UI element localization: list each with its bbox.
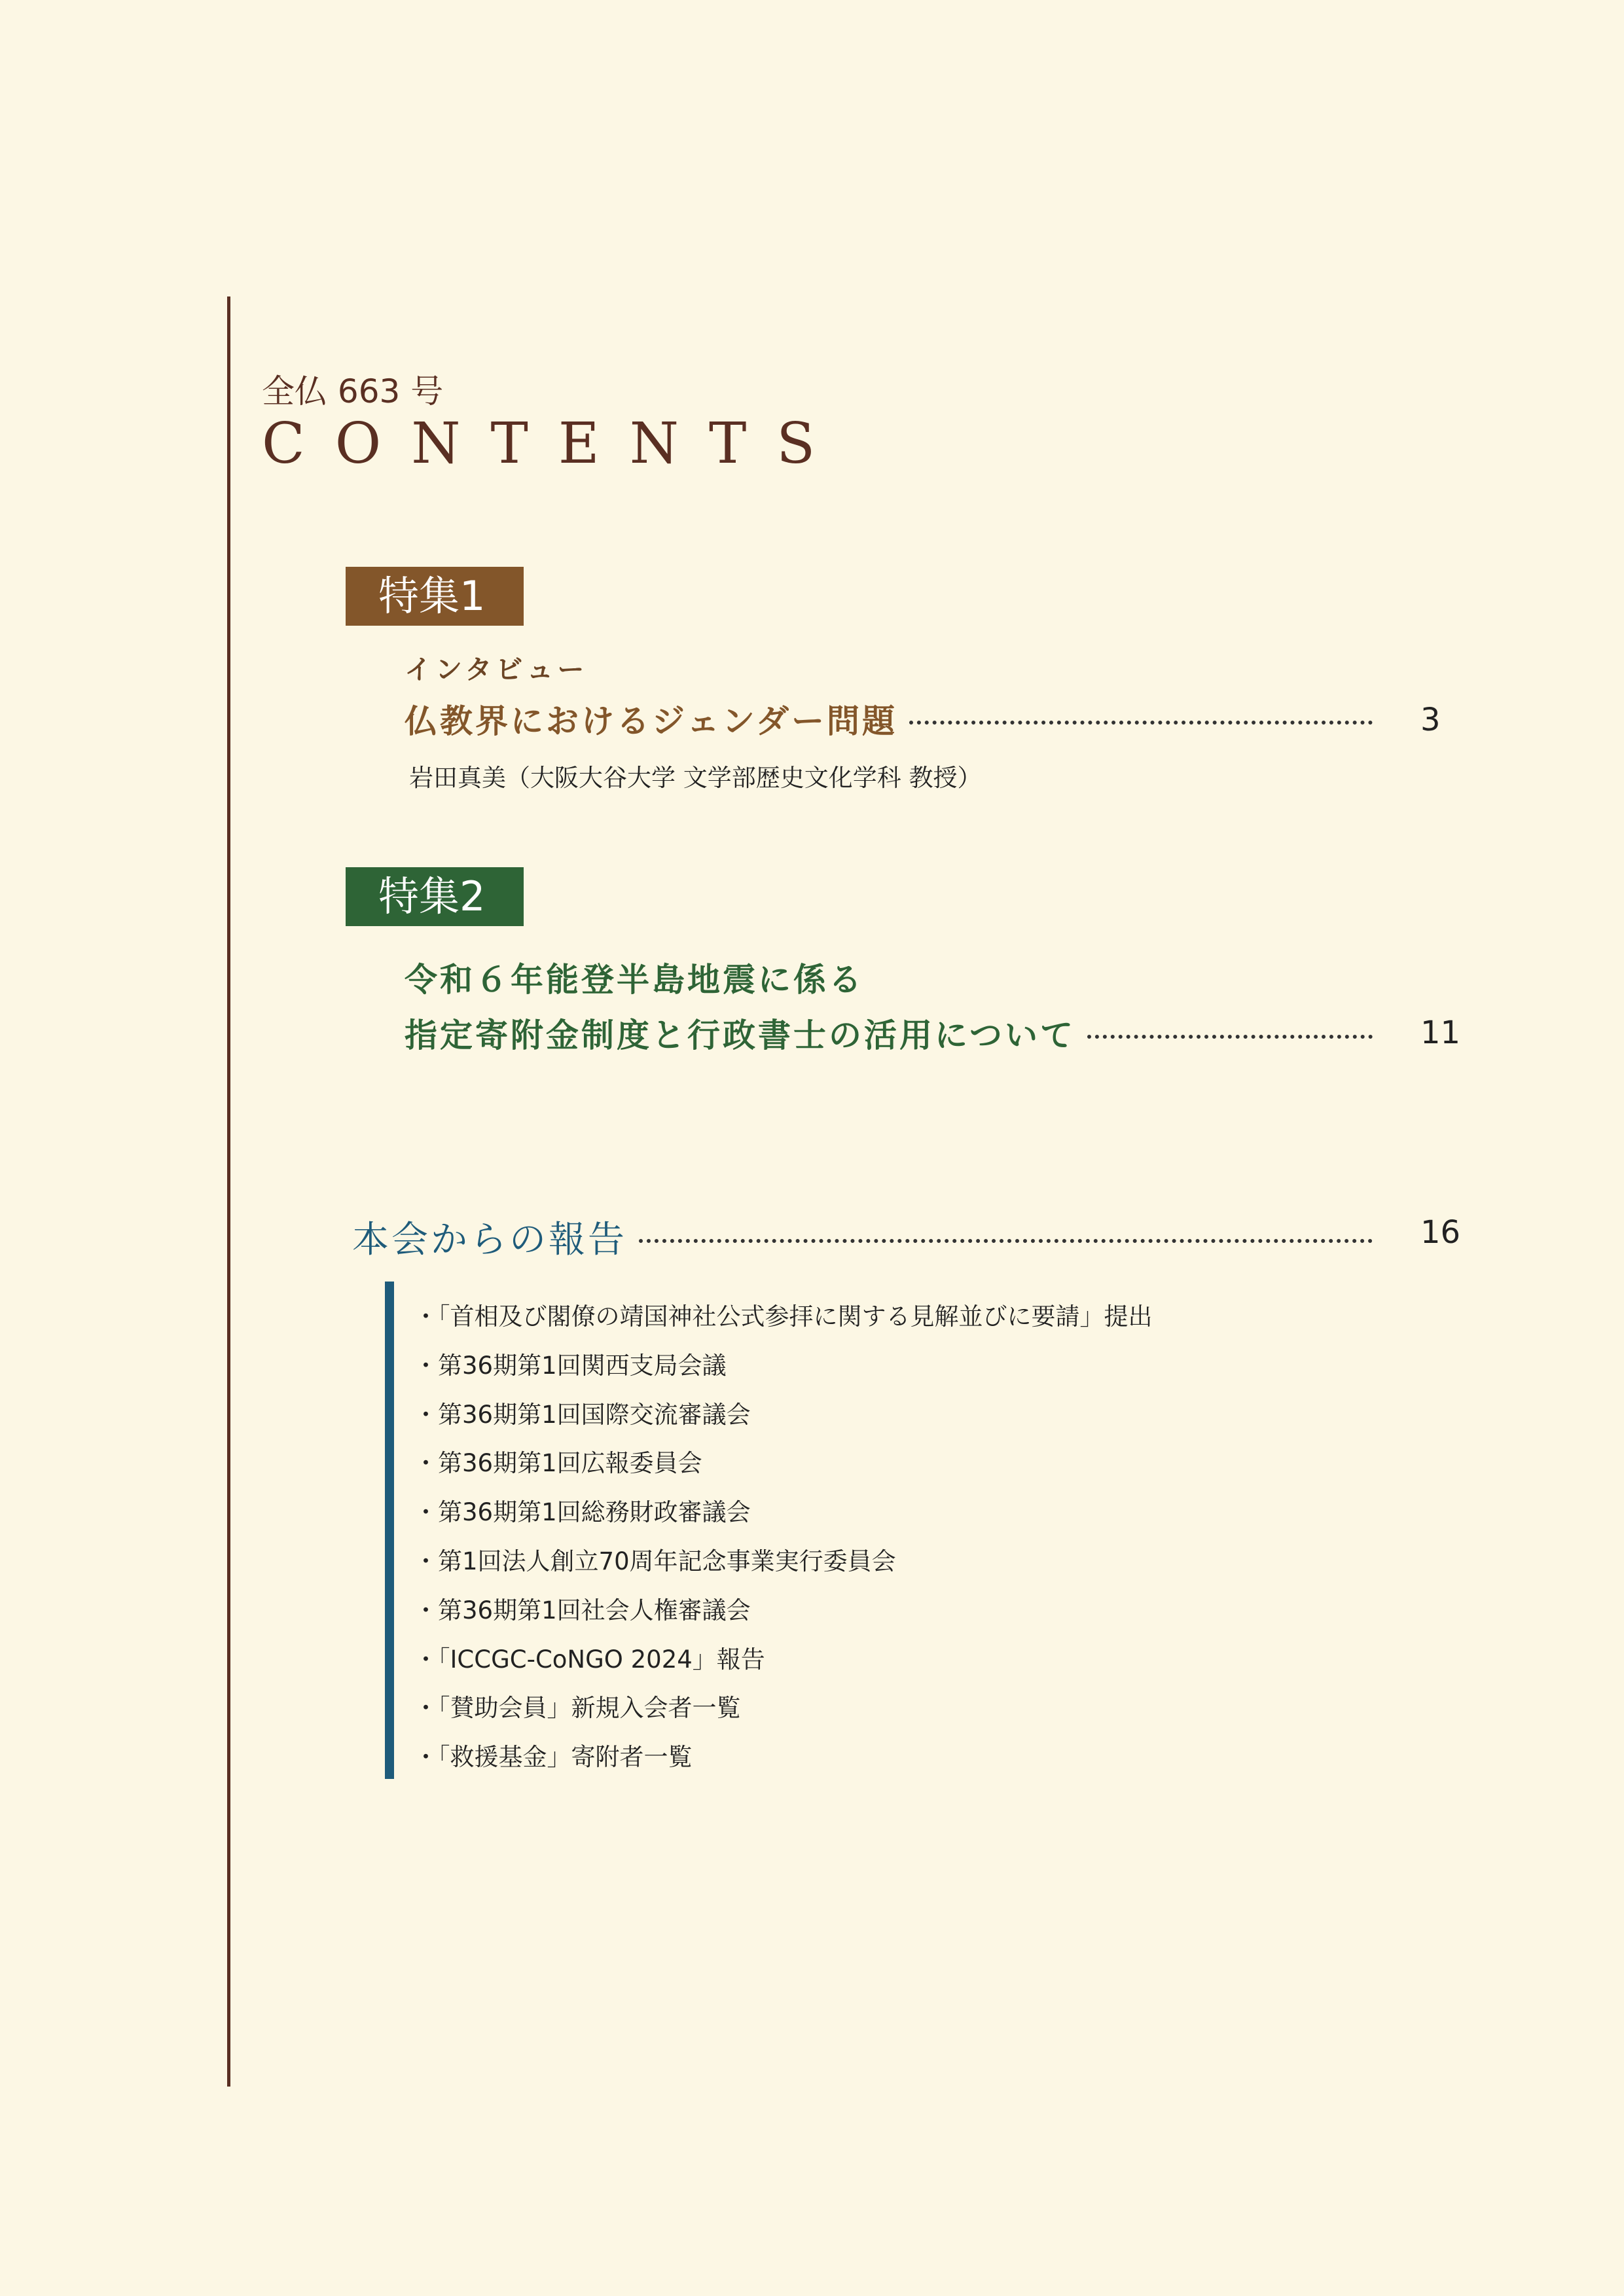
- feature1-subtitle: インタビュー: [405, 654, 588, 685]
- feature1-title[interactable]: 仏教界におけるジェンダー問題: [405, 702, 897, 740]
- list-item: ・第36期第1回国際交流審議会: [414, 1400, 751, 1429]
- dot-leader: [1087, 1035, 1373, 1039]
- reports-toc-entry[interactable]: [352, 1214, 1390, 1260]
- list-item: ・「救援基金」寄附者一覧: [414, 1743, 693, 1772]
- list-item: ・第36期第1回関西支局会議: [414, 1351, 727, 1380]
- feature2-title-line1[interactable]: 令和６年能登半島地震に係る: [405, 961, 864, 999]
- list-item: ・第1回法人創立70周年記念事業実行委員会: [414, 1547, 896, 1575]
- feature1-badge: 特集1: [346, 567, 524, 626]
- feature2-page-number: 11: [1420, 1014, 1461, 1051]
- list-item: ・第36期第1回社会人権審議会: [414, 1596, 751, 1624]
- reports-list-accent-bar: [385, 1282, 394, 1779]
- list-item: ・第36期第1回広報委員会: [414, 1449, 702, 1478]
- issue-number: 全仏 663 号: [262, 372, 444, 410]
- dot-leader: [909, 721, 1373, 725]
- feature2-title-line1-row: [405, 954, 864, 1000]
- list-item: ・「首相及び閣僚の靖国神社公式参拝に関する見解並びに要請」提出: [414, 1302, 1153, 1331]
- dot-leader: [639, 1239, 1373, 1243]
- contents-heading: CONTENTS: [262, 411, 846, 476]
- list-item: ・「ICCGC-CoNGO 2024」報告: [414, 1645, 765, 1674]
- feature1-author: 岩田真美（大阪大谷大学 文学部歴史文化学科 教授）: [409, 764, 982, 792]
- feature2-title-line2[interactable]: 指定寄附金制度と行政書士の活用について: [405, 1016, 1075, 1054]
- feature2-badge: 特集2: [346, 867, 524, 926]
- vertical-divider-line: [227, 296, 230, 2087]
- feature1-toc-entry[interactable]: [405, 696, 1390, 742]
- feature1-page-number: 3: [1420, 702, 1441, 738]
- list-item: ・第36期第1回総務財政審議会: [414, 1498, 751, 1527]
- reports-title[interactable]: 本会からの報告: [352, 1219, 627, 1261]
- feature2-toc-entry[interactable]: [405, 1010, 1390, 1056]
- reports-list: [414, 1293, 1153, 1782]
- list-item: ・「賛助会員」新規入会者一覧: [414, 1694, 741, 1723]
- reports-page-number: 16: [1420, 1214, 1461, 1251]
